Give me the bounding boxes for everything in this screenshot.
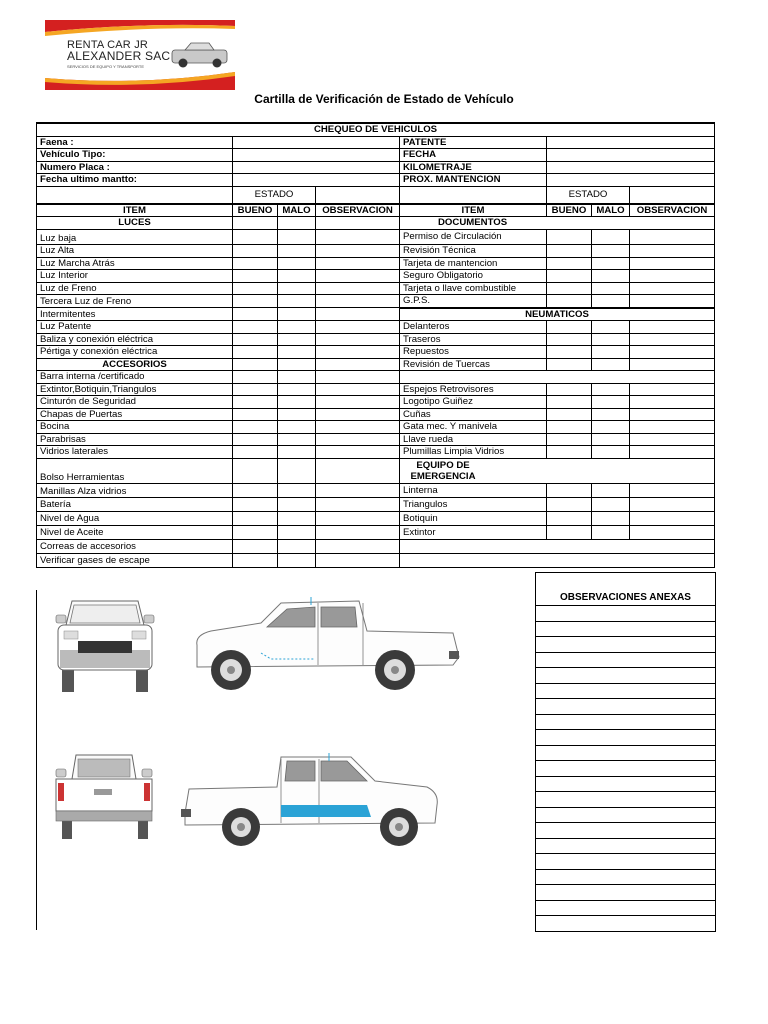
malo-cell[interactable] — [278, 383, 316, 396]
obs-cell[interactable] — [630, 321, 715, 334]
col-item-left: ITEM — [37, 204, 233, 217]
field-kilometraje[interactable] — [547, 161, 715, 174]
obs-cell[interactable] — [630, 282, 715, 295]
bueno-cell[interactable] — [233, 282, 278, 295]
field-numero-placa[interactable] — [233, 161, 400, 174]
bueno-cell[interactable] — [233, 295, 278, 308]
bueno-cell[interactable] — [547, 346, 592, 359]
obs-line[interactable] — [536, 791, 715, 807]
item-label: Luz Patente — [37, 321, 233, 334]
bueno-cell[interactable] — [547, 498, 592, 512]
obs-cell[interactable] — [630, 512, 715, 526]
malo-cell[interactable] — [278, 421, 316, 434]
item-label: Chapas de Puertas — [37, 408, 233, 421]
label-kilometraje: KILOMETRAJE — [400, 161, 547, 174]
item-label: Delanteros — [400, 321, 547, 334]
estado-header-left: ESTADO — [233, 186, 316, 204]
info-row — [37, 149, 715, 162]
obs-cell[interactable] — [316, 396, 400, 409]
malo-cell[interactable] — [592, 257, 630, 270]
malo-cell[interactable] — [592, 270, 630, 283]
logo-subtitle: SERVICIOS DE EQUIPO Y TRANSPORTE — [67, 64, 144, 69]
item-label: Tercera Luz de Freno — [37, 295, 233, 308]
bueno-cell[interactable] — [233, 483, 278, 498]
item-label: Espejos Retrovisores — [400, 383, 547, 396]
bueno-cell[interactable] — [547, 321, 592, 334]
table-row — [37, 483, 715, 498]
malo-cell[interactable] — [592, 245, 630, 258]
obs-line[interactable] — [536, 652, 715, 668]
malo-cell[interactable] — [278, 446, 316, 459]
obs-cell[interactable] — [316, 371, 400, 384]
bueno-cell[interactable] — [233, 383, 278, 396]
item-label: Vidrios laterales — [37, 446, 233, 459]
obs-cell[interactable] — [316, 540, 400, 554]
obs-cell[interactable] — [630, 245, 715, 258]
malo-cell[interactable] — [278, 526, 316, 540]
table-row — [37, 346, 715, 359]
malo-cell[interactable] — [592, 383, 630, 396]
item-label: Luz de Freno — [37, 282, 233, 295]
bueno-cell[interactable] — [547, 270, 592, 283]
bueno-cell[interactable] — [233, 554, 278, 568]
malo-cell[interactable] — [278, 282, 316, 295]
obs-cell[interactable] — [316, 421, 400, 434]
malo-cell[interactable] — [592, 446, 630, 459]
observaciones-anexas-box — [535, 572, 716, 932]
bueno-cell[interactable] — [233, 321, 278, 334]
item-label: Traseros — [400, 333, 547, 346]
obs-cell[interactable] — [316, 433, 400, 446]
malo-cell[interactable] — [592, 396, 630, 409]
obs-line[interactable] — [536, 869, 715, 885]
obs-line[interactable] — [536, 605, 715, 621]
bueno-cell[interactable] — [233, 270, 278, 283]
obs-line[interactable] — [536, 745, 715, 761]
malo-cell[interactable] — [278, 321, 316, 334]
bueno-cell[interactable] — [547, 396, 592, 409]
bueno-cell[interactable] — [233, 308, 278, 321]
obs-cell[interactable] — [316, 346, 400, 359]
malo-cell[interactable] — [592, 498, 630, 512]
observaciones-title: OBSERVACIONES ANEXAS — [560, 592, 691, 603]
obs-cell[interactable] — [316, 446, 400, 459]
checklist-table — [36, 122, 715, 568]
obs-cell[interactable] — [316, 483, 400, 498]
truck-front-view-icon — [56, 601, 154, 692]
item-label: Luz baja — [37, 229, 233, 245]
bueno-cell[interactable] — [547, 257, 592, 270]
item-label: Cinturón de Seguridad — [37, 396, 233, 409]
item-label: Batería — [37, 498, 233, 512]
bueno-cell[interactable] — [233, 229, 278, 245]
table-row — [37, 408, 715, 421]
malo-cell[interactable] — [592, 358, 630, 371]
table-row — [37, 446, 715, 459]
item-label: Triangulos — [400, 498, 547, 512]
blank-cell — [278, 217, 316, 230]
obs-cell[interactable] — [316, 257, 400, 270]
blank-cell — [400, 186, 547, 204]
obs-line[interactable] — [536, 884, 715, 900]
item-label: Seguro Obligatorio — [400, 270, 547, 283]
label-prox-mantencion: PROX. MANTENCION — [400, 174, 547, 187]
table-row — [37, 421, 715, 434]
col-malo-right: MALO — [592, 204, 630, 217]
obs-cell[interactable] — [316, 383, 400, 396]
malo-cell[interactable] — [592, 321, 630, 334]
table-row — [37, 257, 715, 270]
obs-line[interactable] — [536, 729, 715, 745]
malo-cell[interactable] — [278, 308, 316, 321]
item-label: Revisión Técnica — [400, 245, 547, 258]
bueno-cell[interactable] — [233, 245, 278, 258]
item-label: Luz Marcha Atrás — [37, 257, 233, 270]
obs-line[interactable] — [536, 698, 715, 714]
bueno-cell[interactable] — [547, 383, 592, 396]
section-luces: LUCES — [37, 217, 233, 230]
obs-cell[interactable] — [316, 333, 400, 346]
col-bueno-right: BUENO — [547, 204, 592, 217]
bueno-cell[interactable] — [547, 483, 592, 498]
item-label: Verificar gases de escape — [37, 554, 233, 568]
item-label: Bocina — [37, 421, 233, 434]
bueno-cell[interactable] — [547, 358, 592, 371]
obs-cell[interactable] — [316, 554, 400, 568]
malo-cell[interactable] — [592, 333, 630, 346]
obs-cell[interactable] — [630, 229, 715, 245]
bueno-cell[interactable] — [233, 333, 278, 346]
truck-side-view-right-icon — [181, 753, 437, 846]
table-row — [37, 229, 715, 245]
bueno-cell[interactable] — [547, 229, 592, 245]
item-label: Intermitentes — [37, 308, 233, 321]
obs-cell[interactable] — [316, 282, 400, 295]
obs-cell[interactable] — [316, 308, 400, 321]
obs-cell[interactable] — [630, 346, 715, 359]
obs-cell[interactable] — [630, 433, 715, 446]
table-row — [37, 358, 715, 371]
malo-cell[interactable] — [278, 498, 316, 512]
obs-line[interactable] — [536, 900, 715, 916]
obs-line[interactable] — [536, 760, 715, 776]
item-label: Luz Alta — [37, 245, 233, 258]
bueno-cell[interactable] — [233, 458, 278, 483]
blank-cell — [316, 186, 400, 204]
obs-cell[interactable] — [316, 245, 400, 258]
item-label: Plumillas Limpia Vidrios — [400, 446, 547, 459]
obs-cell[interactable] — [316, 229, 400, 245]
truck-rear-view-icon — [56, 755, 152, 839]
bueno-cell[interactable] — [547, 526, 592, 540]
table-row — [37, 383, 715, 396]
malo-cell[interactable] — [278, 257, 316, 270]
item-label: Correas de accesorios — [37, 540, 233, 554]
malo-cell[interactable] — [592, 408, 630, 421]
malo-cell[interactable] — [278, 245, 316, 258]
table-row — [37, 371, 715, 384]
malo-cell[interactable] — [278, 540, 316, 554]
malo-cell[interactable] — [278, 346, 316, 359]
obs-cell[interactable] — [630, 498, 715, 512]
item-label: Barra interna /certificado — [37, 371, 233, 384]
field-prox-mantencion[interactable] — [547, 174, 715, 187]
item-label: Logotipo Guiñez — [400, 396, 547, 409]
field-faena[interactable] — [233, 136, 400, 149]
bueno-cell[interactable] — [233, 540, 278, 554]
bueno-cell[interactable] — [233, 526, 278, 540]
bueno-cell[interactable] — [233, 396, 278, 409]
item-label: Permiso de Circulación — [400, 229, 547, 245]
obs-cell[interactable] — [630, 295, 715, 308]
label-fecha: FECHA — [400, 149, 547, 162]
table-row — [37, 433, 715, 446]
obs-line[interactable] — [536, 838, 715, 854]
malo-cell[interactable] — [278, 554, 316, 568]
blank-cell — [233, 217, 278, 230]
blank-cell — [316, 217, 400, 230]
section-accesorios: ACCESORIOS — [37, 358, 233, 371]
obs-cell[interactable] — [316, 512, 400, 526]
obs-cell[interactable] — [630, 483, 715, 498]
company-logo — [45, 20, 235, 90]
malo-cell[interactable] — [592, 421, 630, 434]
bueno-cell[interactable] — [547, 433, 592, 446]
section-documentos: DOCUMENTOS — [400, 217, 715, 230]
obs-cell[interactable] — [630, 257, 715, 270]
obs-line[interactable] — [536, 776, 715, 792]
blank-cell — [233, 358, 278, 371]
info-row — [37, 174, 715, 187]
table-row — [37, 458, 715, 483]
blank-cell — [400, 371, 715, 384]
item-label: Parabrisas — [37, 433, 233, 446]
blank-cell — [630, 186, 715, 204]
logo-line-1: RENTA CAR JR — [67, 39, 149, 51]
bueno-cell[interactable] — [547, 512, 592, 526]
bueno-cell[interactable] — [233, 371, 278, 384]
section-equipo-label: EQUIPO DE EMERGENCIA — [410, 459, 476, 482]
bueno-cell[interactable] — [233, 257, 278, 270]
malo-cell[interactable] — [592, 483, 630, 498]
obs-line[interactable] — [536, 683, 715, 699]
table-row — [37, 308, 715, 321]
malo-cell[interactable] — [592, 433, 630, 446]
logo-text — [67, 40, 170, 62]
malo-cell[interactable] — [592, 282, 630, 295]
bueno-cell[interactable] — [547, 333, 592, 346]
bueno-cell[interactable] — [233, 512, 278, 526]
item-label: Repuestos — [400, 346, 547, 359]
vehicle-diagrams — [36, 585, 516, 930]
field-patente[interactable] — [547, 136, 715, 149]
obs-cell[interactable] — [316, 526, 400, 540]
obs-cell[interactable] — [316, 270, 400, 283]
item-label: Gata mec. Y manivela — [400, 421, 547, 434]
label-patente: PATENTE — [400, 136, 547, 149]
truck-side-view-left-icon — [197, 597, 459, 690]
item-label: Manillas Alza vidrios — [37, 483, 233, 498]
table-row — [37, 295, 715, 308]
field-fecha-mantto[interactable] — [233, 174, 400, 187]
obs-cell[interactable] — [630, 396, 715, 409]
item-label: Revisión de Tuercas — [400, 358, 547, 371]
table-row — [37, 526, 715, 540]
obs-cell[interactable] — [630, 358, 715, 371]
item-label: Pértiga y conexión eléctrica — [37, 346, 233, 359]
blank-cell — [278, 358, 316, 371]
bueno-cell[interactable] — [233, 433, 278, 446]
item-label: Nivel de Agua — [37, 512, 233, 526]
malo-cell[interactable] — [278, 483, 316, 498]
obs-line[interactable] — [536, 853, 715, 869]
blank-cell — [37, 186, 233, 204]
bueno-cell[interactable] — [233, 421, 278, 434]
obs-line[interactable] — [536, 714, 715, 730]
obs-line[interactable] — [536, 636, 715, 652]
malo-cell[interactable] — [278, 512, 316, 526]
malo-cell[interactable] — [592, 295, 630, 308]
table-row — [37, 540, 715, 554]
blank-cell — [400, 554, 715, 568]
label-vehiculo-tipo: Vehículo Tipo: — [37, 149, 233, 162]
col-bueno-left: BUENO — [233, 204, 278, 217]
label-faena: Faena : — [37, 136, 233, 149]
obs-cell[interactable] — [630, 333, 715, 346]
obs-cell[interactable] — [630, 408, 715, 421]
col-obs-left: OBSERVACION — [316, 204, 400, 217]
obs-line[interactable] — [536, 621, 715, 637]
table-row — [37, 396, 715, 409]
item-label: Extintor — [400, 526, 547, 540]
item-label: Bolso Herramientas — [37, 458, 233, 483]
page-title: Cartilla de Verificación de Estado de Vehículo — [254, 92, 514, 106]
table-header: CHEQUEO DE VEHICULOS — [37, 123, 715, 136]
col-obs-right: OBSERVACION — [630, 204, 715, 217]
malo-cell[interactable] — [592, 229, 630, 245]
bueno-cell[interactable] — [547, 245, 592, 258]
obs-line[interactable] — [536, 667, 715, 683]
item-label: Tarjeta o llave combustible — [400, 282, 547, 295]
malo-cell[interactable] — [278, 295, 316, 308]
malo-cell[interactable] — [278, 396, 316, 409]
obs-cell[interactable] — [630, 383, 715, 396]
table-row — [37, 321, 715, 334]
obs-cell[interactable] — [630, 270, 715, 283]
bueno-cell[interactable] — [233, 446, 278, 459]
malo-cell[interactable] — [278, 333, 316, 346]
item-label: Luz Interior — [37, 270, 233, 283]
obs-line[interactable] — [536, 822, 715, 838]
obs-cell[interactable] — [630, 446, 715, 459]
malo-cell[interactable] — [278, 433, 316, 446]
bueno-cell[interactable] — [547, 446, 592, 459]
item-label: Cuñas — [400, 408, 547, 421]
table-row — [37, 512, 715, 526]
malo-cell[interactable] — [278, 229, 316, 245]
obs-cell[interactable] — [630, 526, 715, 540]
blank-cell — [400, 540, 715, 554]
bueno-cell[interactable] — [233, 346, 278, 359]
malo-cell[interactable] — [278, 458, 316, 483]
obs-cell[interactable] — [630, 421, 715, 434]
table-row — [37, 498, 715, 512]
malo-cell[interactable] — [592, 512, 630, 526]
table-row — [37, 245, 715, 258]
item-label: Extintor,Botiquin,Triangulos — [37, 383, 233, 396]
item-label: Tarjeta de mantencion — [400, 257, 547, 270]
malo-cell[interactable] — [592, 526, 630, 540]
item-label: Botiquin — [400, 512, 547, 526]
field-vehiculo-tipo[interactable] — [233, 149, 400, 162]
col-malo-left: MALO — [278, 204, 316, 217]
malo-cell[interactable] — [278, 371, 316, 384]
table-row — [37, 270, 715, 283]
label-numero-placa: Numero Placa : — [37, 161, 233, 174]
logo-line-2: ALEXANDER SAC — [67, 49, 171, 63]
bueno-cell[interactable] — [547, 295, 592, 308]
table-row — [37, 333, 715, 346]
bueno-cell[interactable] — [547, 282, 592, 295]
item-label: Llave rueda — [400, 433, 547, 446]
obs-line[interactable] — [536, 915, 715, 931]
malo-cell[interactable] — [592, 346, 630, 359]
item-label: Nivel de Aceite — [37, 526, 233, 540]
malo-cell[interactable] — [278, 270, 316, 283]
bueno-cell[interactable] — [547, 421, 592, 434]
field-fecha[interactable] — [547, 149, 715, 162]
col-item-right: ITEM — [400, 204, 547, 217]
info-row — [37, 136, 715, 149]
item-label: Baliza y conexión eléctrica — [37, 333, 233, 346]
obs-cell[interactable] — [316, 458, 400, 483]
estado-header-right: ESTADO — [547, 186, 630, 204]
table-row — [37, 554, 715, 568]
obs-cell[interactable] — [316, 295, 400, 308]
table-row — [37, 282, 715, 295]
bueno-cell[interactable] — [233, 408, 278, 421]
section-neumaticos: NEUMATICOS — [400, 308, 715, 321]
item-label: G.P.S. — [400, 295, 547, 308]
info-row — [37, 161, 715, 174]
section-equipo-emergencia — [400, 458, 715, 483]
obs-cell[interactable] — [316, 321, 400, 334]
obs-cell[interactable] — [316, 408, 400, 421]
bueno-cell[interactable] — [233, 498, 278, 512]
obs-cell[interactable] — [316, 498, 400, 512]
malo-cell[interactable] — [278, 408, 316, 421]
label-fecha-mantto: Fecha ultimo mantto: — [37, 174, 233, 187]
item-label: Linterna — [400, 483, 547, 498]
blank-cell — [316, 358, 400, 371]
obs-line[interactable] — [536, 807, 715, 823]
bueno-cell[interactable] — [547, 408, 592, 421]
